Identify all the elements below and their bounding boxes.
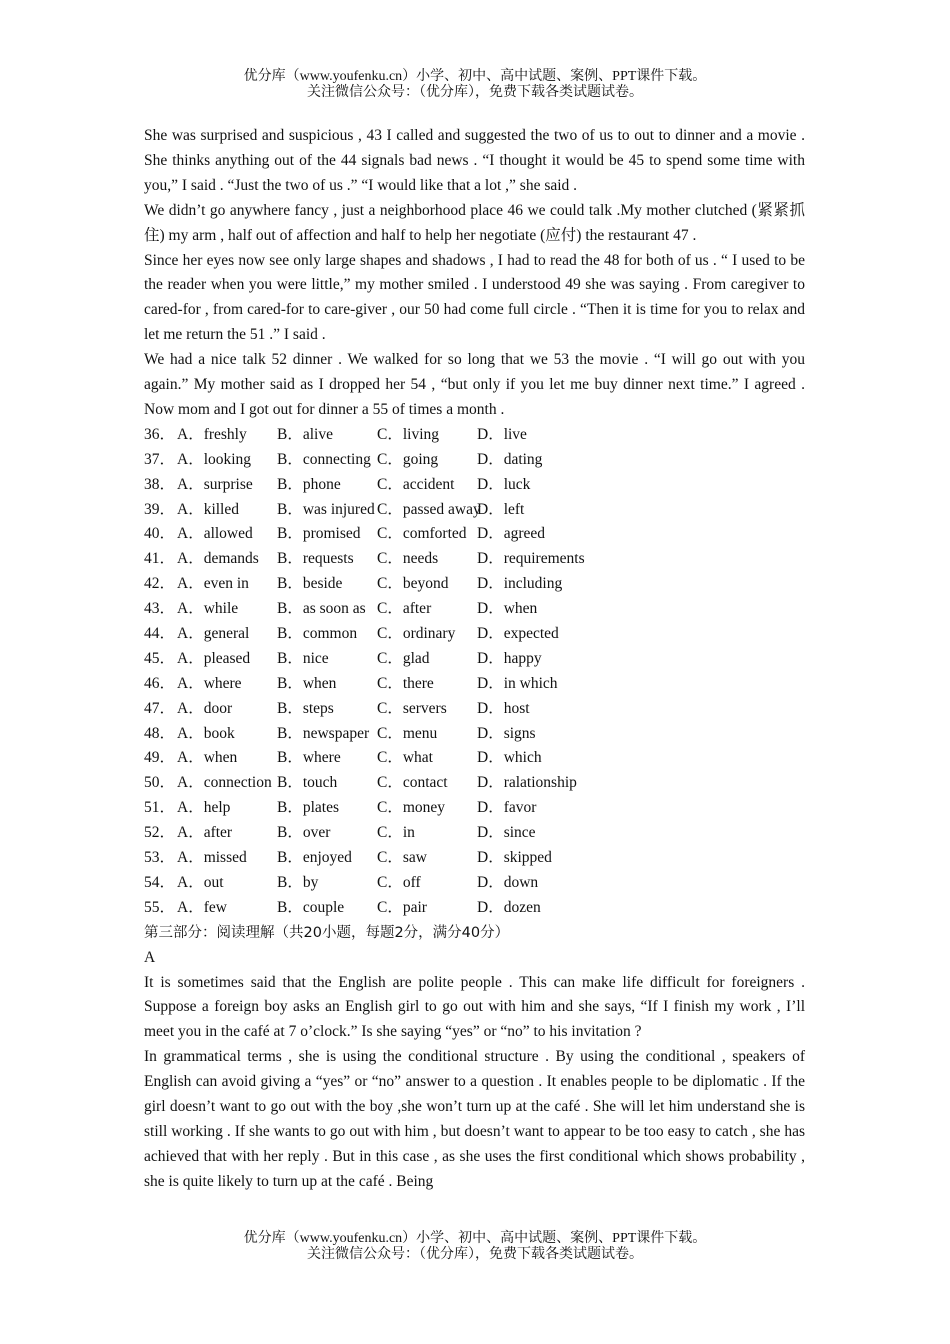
option-d: D．in which bbox=[477, 674, 558, 692]
document-body bbox=[144, 124, 805, 1195]
question-row bbox=[144, 821, 805, 846]
option-b: B．was injured bbox=[277, 500, 375, 518]
question-number: 37． bbox=[144, 450, 176, 468]
question-row bbox=[144, 722, 805, 747]
option-c: C．money bbox=[377, 799, 446, 817]
question-row bbox=[144, 522, 805, 547]
option-d: D．which bbox=[477, 749, 542, 767]
passage-paragraph: She was surprised and suspicious , 43 I called and suggested the two of us to out to dinner and a movie . She thinks anything out of the 44 signals bad news . “I thought it would be 45 to spend some time with you,” I said . “Just the two of us .” “I would like that a lot ,” she said . bbox=[144, 127, 805, 194]
option-a: A．looking bbox=[177, 450, 252, 468]
option-a: A．few bbox=[177, 898, 227, 916]
question-row bbox=[144, 746, 805, 771]
option-a: A．after bbox=[177, 824, 233, 842]
option-b: B．steps bbox=[277, 699, 334, 717]
question-number: 36． bbox=[144, 425, 176, 443]
option-c: C．off bbox=[377, 873, 421, 891]
option-b: B．couple bbox=[277, 898, 345, 916]
option-b: B．over bbox=[277, 824, 331, 842]
question-number: 51． bbox=[144, 799, 176, 817]
question-number: 40． bbox=[144, 525, 176, 543]
option-a: A．where bbox=[177, 674, 242, 692]
option-a: A．connection bbox=[177, 774, 272, 792]
option-b: B．enjoyed bbox=[277, 849, 352, 867]
option-d: D．luck bbox=[477, 475, 531, 493]
option-c: C．menu bbox=[377, 724, 438, 742]
option-a: A．killed bbox=[177, 500, 239, 518]
question-list bbox=[144, 423, 805, 921]
section-title: 第三部分：阅读理解（共20小题，每题2分，满分40分） bbox=[144, 924, 510, 941]
option-d: D．requirements bbox=[477, 550, 585, 568]
option-a: A．general bbox=[177, 625, 250, 642]
question-number: 47． bbox=[144, 699, 176, 717]
option-a: A．out bbox=[177, 873, 224, 891]
option-c: C．saw bbox=[377, 849, 427, 867]
option-b: B．nice bbox=[277, 649, 329, 667]
option-c: C．contact bbox=[377, 774, 448, 792]
option-a: A．book bbox=[177, 724, 235, 742]
option-c: C．living bbox=[377, 425, 440, 443]
question-number: 52． bbox=[144, 824, 176, 842]
option-b: B．promised bbox=[277, 525, 361, 543]
reading-paragraph: In grammatical terms , she is using the conditional structure . By using the conditional , speakers of English can avoid giving a “yes” or “no” answer to a question . It enables people to be diplomatic . If the girl doesn’t want to go out with the boy ,she won’t turn up at the café . She will let him understand she is still working . If she wants to go out with him , but doesn’t want to appear to be too easy to catch , she has achieved that with her reply . But in this case , as she uses the first conditional which shows probability , she is quite likely to turn up at the café . Being bbox=[144, 1048, 805, 1190]
reading-paragraph: It is sometimes said that the English are polite people . This can make life difficult for foreigners . Suppose a foreign boy asks an English girl to go out with him and she says, “If I finish my work , I’ll meet you in the café at 7 o’clock.” Is she saying “yes” or “no” to his invitation ? bbox=[144, 973, 805, 1041]
option-a: A．allowed bbox=[177, 525, 253, 543]
option-d: D．ralationship bbox=[477, 774, 577, 792]
option-b: B．connecting bbox=[277, 450, 371, 468]
question-number: 43． bbox=[144, 600, 176, 618]
option-d: D．since bbox=[477, 824, 536, 842]
footer-line-1: 优分库（www.youfenku.cn）小学、初中、高中试题、案例、PPT课件下载。 bbox=[243, 1231, 707, 1246]
question-row bbox=[144, 697, 805, 722]
option-c: C．accident bbox=[377, 475, 455, 493]
option-c: C．after bbox=[377, 600, 432, 618]
question-number: 54． bbox=[144, 873, 176, 891]
option-c: C．in bbox=[377, 824, 415, 842]
page-header bbox=[0, 69, 950, 101]
question-row bbox=[144, 622, 805, 647]
option-b: B．by bbox=[277, 873, 319, 891]
option-d: D．down bbox=[477, 873, 539, 891]
option-a: A．door bbox=[177, 699, 233, 717]
question-number: 38． bbox=[144, 475, 176, 493]
option-d: D．left bbox=[477, 500, 525, 518]
question-row bbox=[144, 896, 805, 921]
question-number: 41． bbox=[144, 550, 176, 568]
question-row bbox=[144, 871, 805, 896]
header-line-2: 关注微信公众号：（优分库），免费下载各类试题试卷。 bbox=[307, 85, 643, 100]
option-b: B．phone bbox=[277, 475, 341, 493]
question-number: 45． bbox=[144, 649, 176, 667]
section-label: A bbox=[144, 948, 156, 966]
question-row bbox=[144, 672, 805, 697]
option-b: B．as soon as bbox=[277, 600, 366, 618]
question-row bbox=[144, 597, 805, 622]
option-b: B．when bbox=[277, 674, 337, 692]
option-c: C．glad bbox=[377, 649, 430, 667]
option-d: D．when bbox=[477, 600, 538, 618]
option-a: A．while bbox=[177, 600, 239, 618]
question-row bbox=[144, 796, 805, 821]
option-b: B．newspaper bbox=[277, 724, 370, 742]
question-number: 49． bbox=[144, 749, 176, 767]
option-b: B．where bbox=[277, 749, 341, 767]
passage-paragraph: Since her eyes now see only large shapes and shadows , I had to read the 48 for both of us . “ I used to be the reader when you were little,” my mother smiled . I understood 49 she was saying . From caregiver to cared-for , from cared-for to care-giver , our 50 had come full circle . “Then it is time for you to relax and let me return the 51 .” I said . bbox=[144, 251, 805, 344]
option-b: B．beside bbox=[277, 575, 343, 593]
question-number: 46． bbox=[144, 674, 176, 692]
option-a: A．surprise bbox=[177, 475, 253, 493]
question-row bbox=[144, 771, 805, 796]
option-a: A．missed bbox=[177, 849, 247, 867]
question-row bbox=[144, 547, 805, 572]
option-a: A．pleased bbox=[177, 649, 251, 667]
option-d: D．dozen bbox=[477, 898, 541, 916]
option-d: D．signs bbox=[477, 724, 536, 742]
option-a: A．freshly bbox=[177, 425, 247, 443]
option-b: B．plates bbox=[277, 799, 339, 817]
page-footer bbox=[0, 1231, 950, 1263]
question-number: 42． bbox=[144, 575, 176, 593]
question-number: 55． bbox=[144, 898, 176, 916]
header-line-1: 优分库（www.youfenku.cn）小学、初中、高中试题、案例、PPT课件下载。 bbox=[243, 69, 707, 84]
option-c: C．there bbox=[377, 674, 434, 692]
option-b: B．alive bbox=[277, 425, 333, 443]
option-d: D．live bbox=[477, 425, 527, 443]
option-b: B．touch bbox=[277, 774, 338, 792]
option-d: D．skipped bbox=[477, 849, 552, 867]
option-a: A．demands bbox=[177, 550, 259, 568]
option-d: D．including bbox=[477, 575, 563, 593]
question-row bbox=[144, 448, 805, 473]
option-c: C．servers bbox=[377, 699, 447, 717]
question-row bbox=[144, 572, 805, 597]
option-d: D．happy bbox=[477, 649, 542, 667]
option-d: D．host bbox=[477, 699, 530, 717]
passage-paragraph: We had a nice talk 52 dinner . We walked for so long that we 53 the movie . “I will go out with you again.” My mother said as I dropped her 54 , “but only if you let me buy dinner next time.” I agreed . Now mom and I got out for dinner a 55 of times a month . bbox=[144, 351, 805, 418]
question-number: 50． bbox=[144, 774, 176, 792]
footer-line-2: 关注微信公众号：（优分库），免费下载各类试题试卷。 bbox=[307, 1247, 643, 1262]
option-c: C．needs bbox=[377, 550, 439, 568]
question-number: 53． bbox=[144, 849, 176, 867]
question-number: 48． bbox=[144, 724, 176, 742]
question-number: 44． bbox=[144, 625, 176, 642]
option-a: A．help bbox=[177, 799, 231, 817]
question-row bbox=[144, 473, 805, 498]
option-b: B．common bbox=[277, 625, 358, 642]
option-a: A．when bbox=[177, 749, 238, 767]
question-row bbox=[144, 647, 805, 672]
option-d: D．expected bbox=[477, 625, 559, 642]
question-row bbox=[144, 846, 805, 871]
option-d: D．dating bbox=[477, 450, 543, 468]
passage-paragraph: We didn’t go anywhere fancy , just a neighborhood place 46 we could talk .My mother clutched (紧紧抓住) my arm , half out of affection and half to help her negotiate (应付) the restaurant 47 . bbox=[144, 201, 805, 244]
question-row bbox=[144, 423, 805, 448]
question-row bbox=[144, 498, 805, 523]
option-c: C．ordinary bbox=[377, 625, 456, 642]
option-c: C．passed away bbox=[377, 500, 481, 518]
option-c: C．going bbox=[377, 450, 439, 468]
option-b: B．requests bbox=[277, 550, 354, 568]
option-a: A．even in bbox=[177, 575, 249, 593]
option-d: D．favor bbox=[477, 799, 537, 817]
option-c: C．what bbox=[377, 749, 433, 767]
option-c: C．beyond bbox=[377, 575, 449, 593]
option-c: C．pair bbox=[377, 898, 427, 916]
question-number: 39． bbox=[144, 500, 176, 518]
option-d: D．agreed bbox=[477, 525, 545, 543]
option-c: C．comforted bbox=[377, 525, 467, 543]
